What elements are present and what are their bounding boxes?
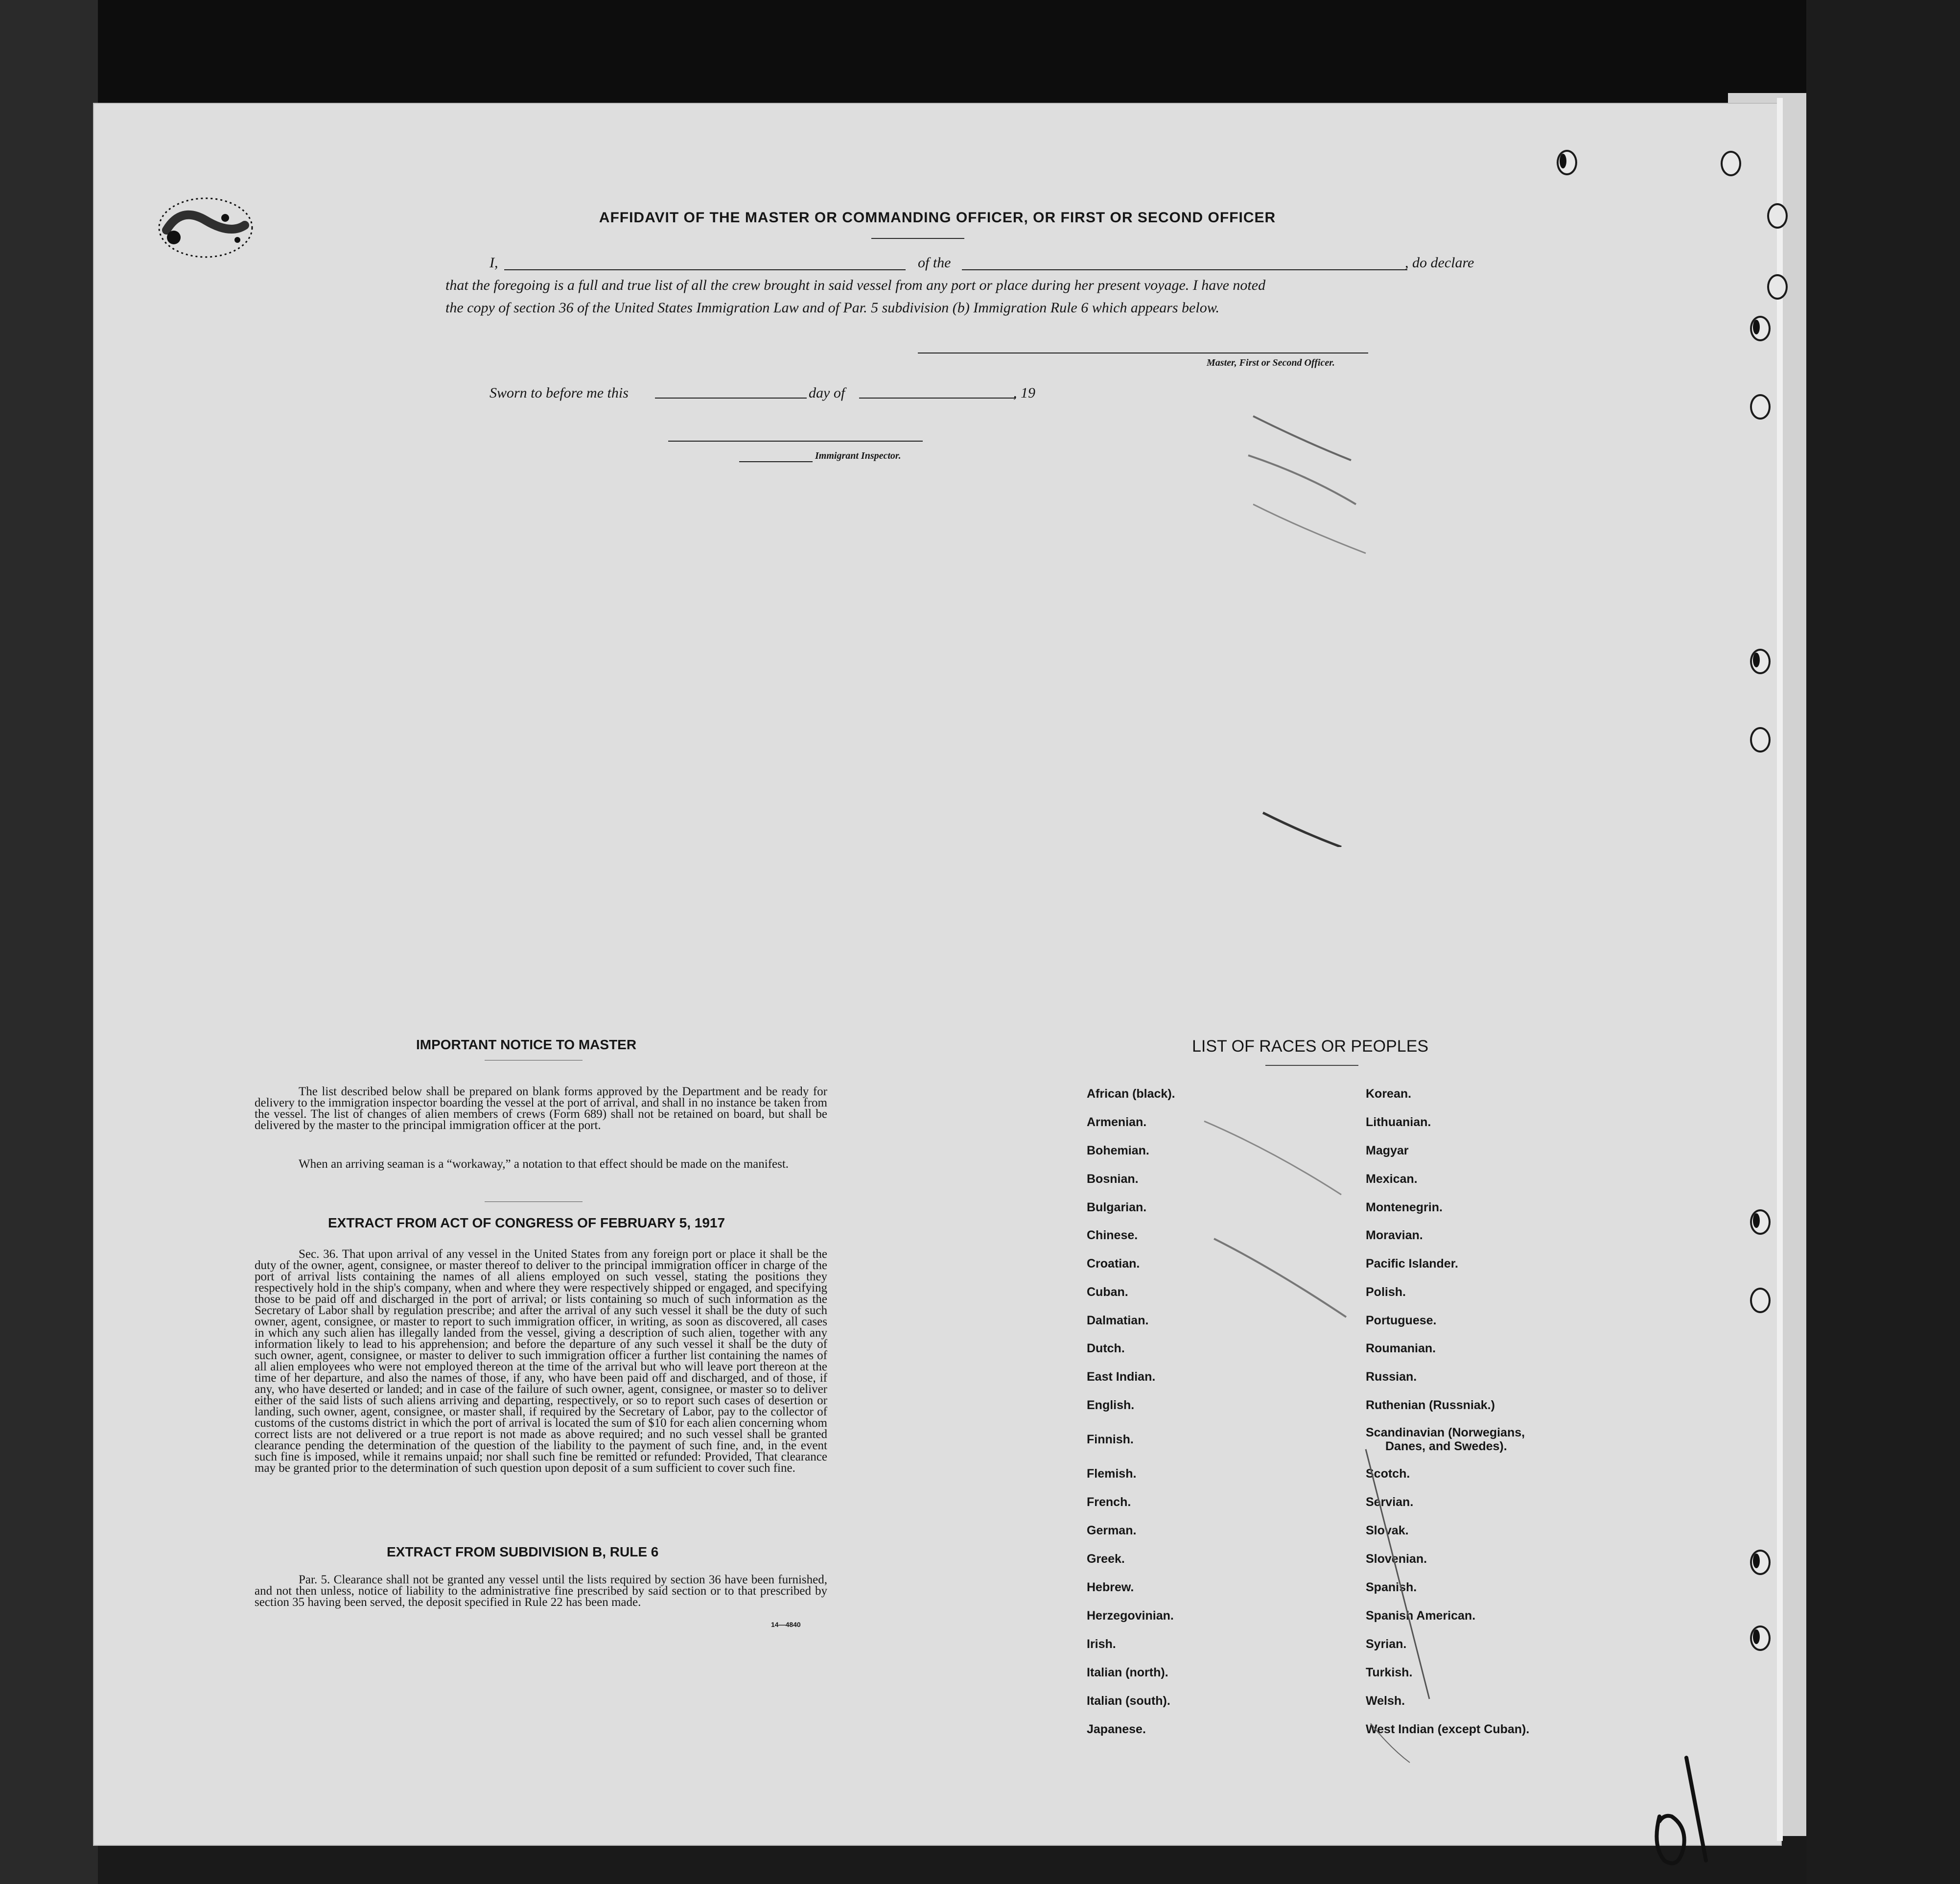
race-item: Herzegovinian. <box>1087 1609 1174 1623</box>
scan-border-left <box>0 0 98 1884</box>
race-item: East Indian. <box>1087 1370 1156 1384</box>
race-item: Korean. <box>1366 1087 1412 1101</box>
binder-hole-icon <box>1750 1209 1771 1235</box>
race-item: French. <box>1087 1495 1131 1509</box>
signature-label: Master, First or Second Officer. <box>1207 357 1335 368</box>
act-title: EXTRACT FROM ACT OF CONGRESS OF FEBRUARY 5, 1917 <box>328 1215 725 1230</box>
race-item: Welsh. <box>1366 1694 1405 1708</box>
race-item: Scotch. <box>1366 1467 1410 1481</box>
race-item: Turkish. <box>1366 1666 1413 1679</box>
binder-hole-icon <box>1767 203 1788 229</box>
affidavit-declare: , do declare <box>1405 255 1474 271</box>
race-item: Syrian. <box>1366 1637 1407 1651</box>
race-item: Bulgarian. <box>1087 1201 1147 1214</box>
race-item: Montenegrin. <box>1366 1201 1443 1214</box>
affidavit-line2: that the foregoing is a full and true list of all the crew brought in said vessel from any port or place during her present voyage. I have noted <box>445 277 1266 293</box>
binder-hole-icon <box>1750 1288 1771 1313</box>
notice-title: IMPORTANT NOTICE TO MASTER <box>416 1037 637 1052</box>
form-number: 14—4840 <box>771 1621 801 1628</box>
binder-hole-icon <box>1750 316 1771 341</box>
race-item: Greek. <box>1087 1552 1125 1566</box>
race-item: Finnish. <box>1087 1433 1134 1446</box>
binder-hole-icon <box>1750 649 1771 674</box>
race-item: English. <box>1087 1398 1135 1412</box>
act-text: Sec. 36. That upon arrival of any vessel in the United States from any foreign port or place it shall be the duty of the owner, agent, consignee, or master thereof to deliver to the principal immigration officer in charge of the port of arrival lists containing the names of all aliens employed on such vessel, stating the positions they respectively hold in the ship's company, when and where they were respectively shipped or engaged, and specifying those to be paid off and discharged in the port of arrival; or lists containing so much of such information as the Secretary of Labor shall by regulation prescribe; and after the arrival of any such vessel it shall be the duty of such owner, agent, consignee, or master to report to such immigration officer, in writing, as soon as discovered, all cases in which any such alien has illegally landed from the vessel, giving a description of such alien, together with any information likely to lead to his apprehension; and before the departure of any such vessel it shall be the duty of such owner, agent, consignee, or master to deliver to such immigration officer a further list containing the names of all alien employees who were not employed thereon at the time of the arrival but who will leave port thereon at the time of her departure, and also the names of those, if any, who have been paid off and discharged, and of those, if any, who have deserted or landed; and in case of the failure of such owner, agent, consignee, or master so to deliver either of the said lists of such aliens arriving and departing, respectively, or so to report such cases of desertion or landing, such owner, agent, consignee, or master shall, if required by the Secretary of Labor, pay to the collector of customs of the customs district in which the port of arrival is located the sum of $10 for each alien concerning whom correct lists are not delivered or a true report is not made as above required; and no such vessel shall be granted clearance pending the determination of the question of the liability to the payment of such fine, and, in the event such fine is imposed, while it remains unpaid; nor shall such fine be remitted or refunded: Provided, That clearance may be granted prior to the determination of such question upon deposit of a sum sufficient to cover such fine. <box>255 1248 827 1475</box>
race-item: Russian. <box>1366 1370 1417 1384</box>
race-item: Ruthenian (Russniak.) <box>1366 1398 1495 1412</box>
race-item: Spanish. <box>1366 1580 1417 1594</box>
race-item: German. <box>1087 1524 1137 1537</box>
races-divider <box>1265 1065 1358 1066</box>
inspector-signature-line <box>668 441 923 442</box>
year-text: , 19 <box>1013 385 1035 401</box>
race-item: Mexican. <box>1366 1172 1418 1186</box>
race-item: West Indian (except Cuban). <box>1366 1722 1530 1736</box>
title-divider <box>871 238 964 239</box>
race-item: Spanish American. <box>1366 1609 1476 1623</box>
inspector-short-line <box>739 461 813 462</box>
race-item: Italian (south). <box>1087 1694 1170 1708</box>
race-item: Slovenian. <box>1366 1552 1427 1566</box>
race-item: Flemish. <box>1087 1467 1137 1481</box>
month-line <box>859 398 1016 399</box>
race-item: Italian (north). <box>1087 1666 1168 1679</box>
race-item: Dutch. <box>1087 1342 1125 1355</box>
handwritten-margin-mark <box>1650 1748 1713 1870</box>
races-title: LIST OF RACES OR PEOPLES <box>1192 1037 1429 1056</box>
affidavit-of-the: of the <box>918 255 951 271</box>
document-page <box>93 103 1782 1846</box>
binder-hole-icon <box>1750 727 1771 753</box>
sworn-day-line <box>655 398 807 399</box>
race-item: Magyar <box>1366 1144 1409 1157</box>
race-item: African (black). <box>1087 1087 1175 1101</box>
race-item: Croatian. <box>1087 1257 1140 1271</box>
race-item: Japanese. <box>1087 1722 1146 1736</box>
binder-hole-icon <box>1750 1550 1771 1575</box>
scan-border-right <box>1806 0 1960 1884</box>
race-item: Dalmatian. <box>1087 1314 1149 1327</box>
race-item: Roumanian. <box>1366 1342 1436 1355</box>
race-item: Moravian. <box>1366 1228 1423 1242</box>
race-item: Servian. <box>1366 1495 1414 1509</box>
binder-hole-icon <box>1557 150 1577 175</box>
race-item: Hebrew. <box>1087 1580 1134 1594</box>
rule-title: EXTRACT FROM SUBDIVISION B, RULE 6 <box>387 1544 659 1559</box>
race-item: Pacific Islander. <box>1366 1257 1458 1271</box>
binder-hole-icon <box>1750 1625 1771 1651</box>
race-item: Bosnian. <box>1087 1172 1139 1186</box>
race-item: Irish. <box>1087 1637 1116 1651</box>
affidavit-i: I, <box>490 255 498 271</box>
race-item: Danes, and Swedes). <box>1385 1439 1507 1453</box>
notice-para-1: The list described below shall be prepared on blank forms approved by the Department and be ready for delivery to the immigration inspector boarding the vessel at the port of arrival, and shall in no instance be taken from the vessel. The list of changes of alien members of crews (Form 689) shall not be retained on board, but shall be delivered by the master to the principal immigration officer at the port. <box>255 1085 827 1132</box>
race-item: Cuban. <box>1087 1285 1128 1299</box>
binder-hole-icon <box>1750 394 1771 420</box>
notice-para-2: When an arriving seaman is a “workaway,” a notation to that effect should be made on the manifest. <box>299 1157 789 1171</box>
race-item: Armenian. <box>1087 1115 1147 1129</box>
pencil-marks <box>1243 406 1390 847</box>
affidavit-line3: the copy of section 36 of the United States Immigration Law and of Par. 5 subdivision (b) Immigration Rule 6 which appears below. <box>445 300 1219 316</box>
race-item: Scandinavian (Norwegians, <box>1366 1426 1525 1439</box>
binder-hole-icon <box>1767 274 1788 300</box>
scan-border-top <box>0 0 1960 113</box>
race-item: Chinese. <box>1087 1228 1138 1242</box>
binder-hole-icon <box>1721 151 1741 176</box>
inspector-label: Immigrant Inspector. <box>815 450 901 461</box>
race-item: Slovak. <box>1366 1524 1409 1537</box>
race-item: Bohemian. <box>1087 1144 1149 1157</box>
race-pencil-marks <box>1199 1111 1444 1797</box>
race-item: Polish. <box>1366 1285 1406 1299</box>
ink-stamp <box>152 191 269 264</box>
name-blank-line <box>504 269 906 270</box>
vessel-blank-line <box>962 269 1407 270</box>
page-edge <box>1777 98 1783 1841</box>
race-item: Portuguese. <box>1366 1314 1437 1327</box>
affidavit-title: AFFIDAVIT OF THE MASTER OR COMMANDING OFFICER, OR FIRST OR SECOND OFFICER <box>599 210 1276 226</box>
act-divider <box>485 1201 583 1202</box>
race-item: Lithuanian. <box>1366 1115 1431 1129</box>
day-of-text: day of <box>809 385 845 401</box>
sworn-text: Sworn to before me this <box>490 385 629 401</box>
rule-text: Par. 5. Clearance shall not be granted any vessel until the lists required by section 36 have been furnished, and not then unless, notice of liability to the administrative fine prescribed by said section or to that prescribed by section 35 having been served, the deposit specified in Rule 22 has been made. <box>255 1573 827 1609</box>
